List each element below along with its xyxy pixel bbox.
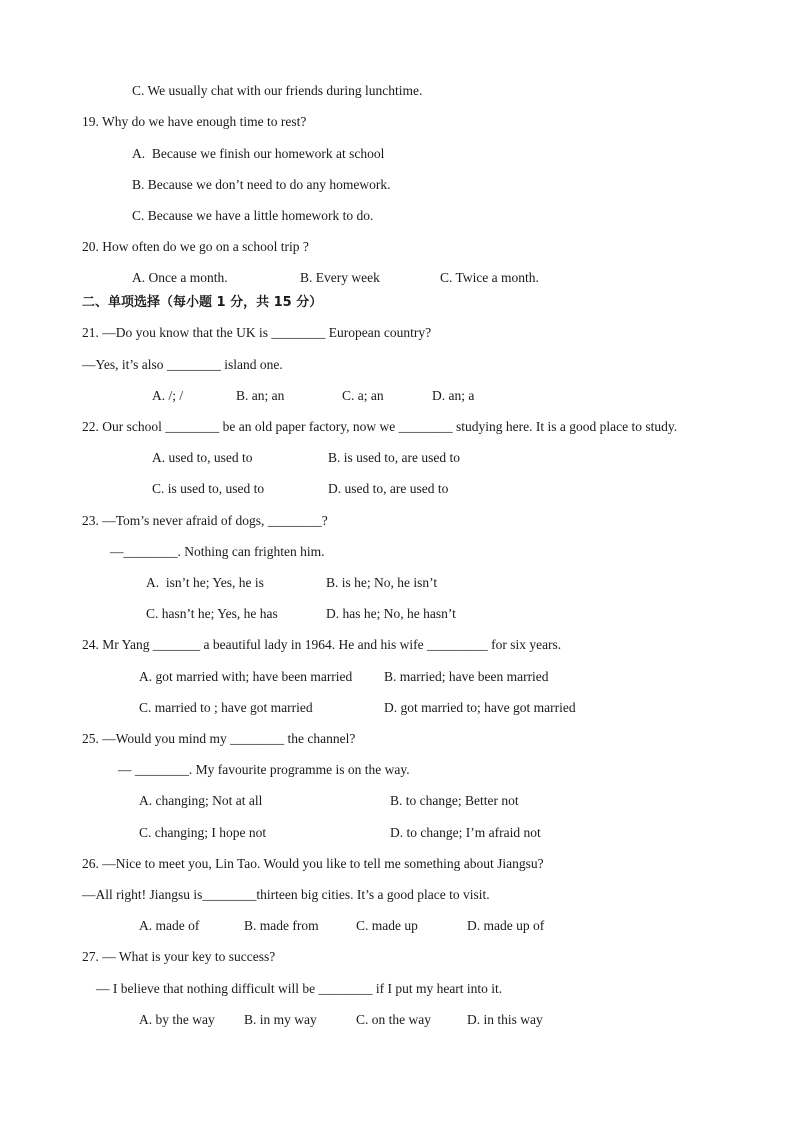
q26-reply: —All right! Jiangsu is________thirteen big cities. It’s a good place to visit. bbox=[82, 887, 490, 902]
q24-option-d: D. got married to; have got married bbox=[384, 700, 576, 715]
q18-option-c: C. We usually chat with our friends during lunchtime. bbox=[132, 83, 423, 98]
q19-option-a: A. Because we finish our homework at school bbox=[132, 146, 385, 161]
q27-stem: 27. — What is your key to success? bbox=[82, 949, 276, 964]
q23-option-d: D. has he; No, he hasn’t bbox=[326, 606, 456, 621]
q26-option-b: B. made from bbox=[244, 918, 319, 933]
q20-option-a: A. Once a month. bbox=[132, 270, 228, 285]
q19-option-c: C. Because we have a little homework to do. bbox=[132, 208, 374, 223]
q27-option-c: C. on the way bbox=[356, 1012, 431, 1027]
q23-option-b: B. is he; No, he isn’t bbox=[326, 575, 438, 590]
q27-option-d: D. in this way bbox=[467, 1012, 543, 1027]
q26-option-a: A. made of bbox=[139, 918, 200, 933]
section-heading: 二、单项选择（每小题 1 分，共 15 分） bbox=[82, 295, 323, 310]
q23-stem: 23. —Tom’s never afraid of dogs, ________? bbox=[82, 513, 328, 528]
q26-option-d: D. made up of bbox=[467, 918, 545, 933]
q21-option-c: C. a; an bbox=[342, 388, 384, 403]
q27-reply: — I believe that nothing difficult will be ________ if I put my heart into it. bbox=[96, 981, 503, 996]
q21-option-a: A. /; / bbox=[152, 388, 184, 403]
q26-option-c: C. made up bbox=[356, 918, 418, 933]
q20-stem: 20. How often do we go on a school trip ? bbox=[82, 239, 309, 254]
q27-option-a: A. by the way bbox=[139, 1012, 215, 1027]
q24-option-a: A. got married with; have been married bbox=[139, 669, 353, 684]
q22-stem: 22. Our school ________ be an old paper factory, now we ________ studying here. It is a good place to study. bbox=[82, 419, 678, 434]
q22-option-d: D. used to, are used to bbox=[328, 481, 449, 496]
q22-option-b: B. is used to, are used to bbox=[328, 450, 460, 465]
q20-option-c: C. Twice a month. bbox=[440, 270, 539, 285]
q24-option-c: C. married to ; have got married bbox=[139, 700, 313, 715]
q26-stem: 26. —Nice to meet you, Lin Tao. Would you like to tell me something about Jiangsu? bbox=[82, 856, 544, 871]
q19-option-b: B. Because we don’t need to do any homework. bbox=[132, 177, 391, 192]
q19-stem: 19. Why do we have enough time to rest? bbox=[82, 114, 307, 129]
q25-option-a: A. changing; Not at all bbox=[139, 793, 263, 808]
q22-option-c: C. is used to, used to bbox=[152, 481, 265, 496]
q23-reply: —________. Nothing can frighten him. bbox=[110, 544, 325, 559]
q22-option-a: A. used to, used to bbox=[152, 450, 253, 465]
q23-option-c: C. hasn’t he; Yes, he has bbox=[146, 606, 278, 621]
q20-option-b: B. Every week bbox=[300, 270, 380, 285]
q25-reply: — ________. My favourite programme is on the way. bbox=[118, 762, 410, 777]
q25-option-d: D. to change; I’m afraid not bbox=[390, 825, 541, 840]
q23-option-a: A. isn’t he; Yes, he is bbox=[146, 575, 264, 590]
q25-option-b: B. to change; Better not bbox=[390, 793, 519, 808]
q21-option-b: B. an; an bbox=[236, 388, 285, 403]
q21-reply: —Yes, it’s also ________ island one. bbox=[82, 357, 283, 372]
q25-option-c: C. changing; I hope not bbox=[139, 825, 267, 840]
q24-option-b: B. married; have been married bbox=[384, 669, 549, 684]
q21-stem: 21. —Do you know that the UK is ________ European country? bbox=[82, 325, 432, 340]
q21-option-d: D. an; a bbox=[432, 388, 475, 403]
q24-stem: 24. Mr Yang _______ a beautiful lady in 1964. He and his wife _________ for six years. bbox=[82, 637, 562, 652]
q27-option-b: B. in my way bbox=[244, 1012, 317, 1027]
q25-stem: 25. —Would you mind my ________ the channel? bbox=[82, 731, 356, 746]
